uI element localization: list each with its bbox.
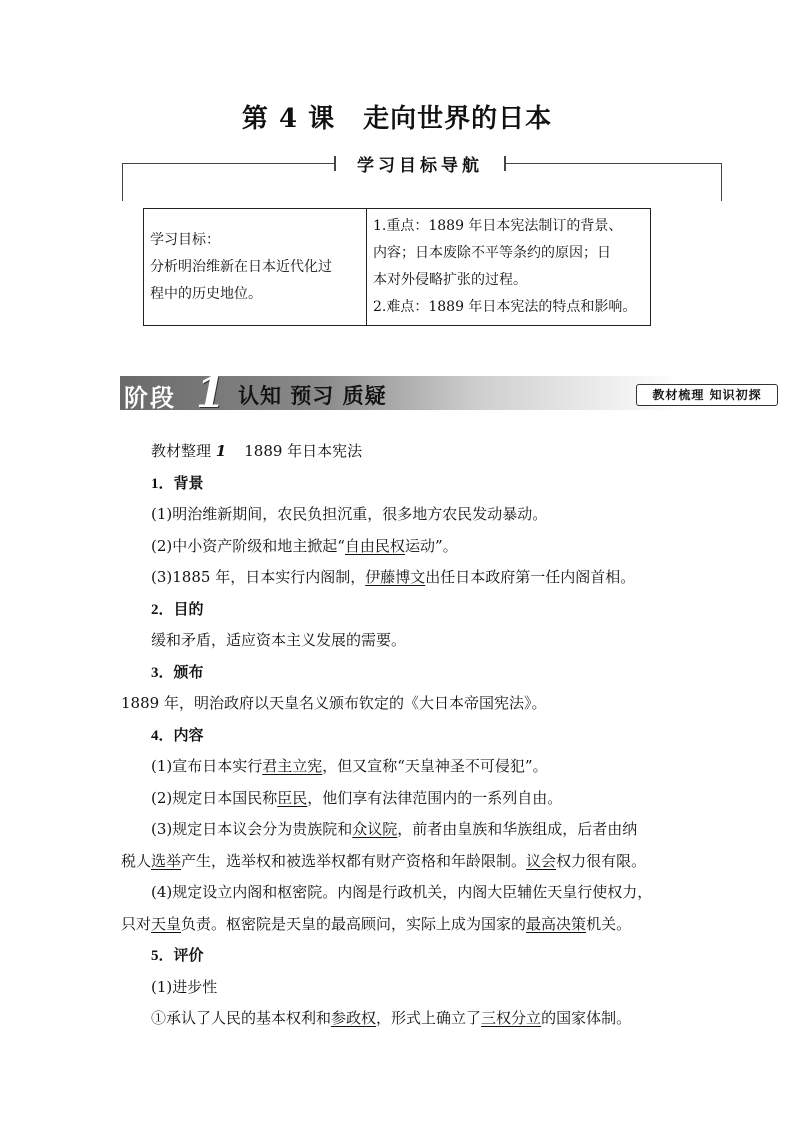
heading-number: 5． xyxy=(151,948,174,964)
heading-3 xyxy=(121,657,681,689)
goals-right-line: 1.重点：1889 年日本宪法制订的背景、 xyxy=(373,218,623,234)
nav-rule-right xyxy=(506,163,722,164)
nav-cap-left xyxy=(334,156,336,171)
nav-bracket-right xyxy=(721,163,722,201)
paragraph: (3)1885 年，日本实行内阁制，伊藤博文出任日本政府第一任内阁首相。 xyxy=(151,568,636,586)
paragraph: 只对天皇负责。枢密院是天皇的最高顾问，实际上成为国家的最高决策机关。 xyxy=(121,914,632,933)
paragraph: ①承认了人民的基本权利和参政权，形式上确立了三权分立的国家体制。 xyxy=(151,1009,632,1027)
nav-cap-right xyxy=(504,156,506,171)
paragraph: (1)明治维新期间，农民负担沉重，很多地方农民发动暴动。 xyxy=(151,505,548,523)
heading-number: 4． xyxy=(151,727,174,744)
heading-1 xyxy=(121,468,681,500)
section-label: 教材整理 xyxy=(151,442,212,460)
paragraph: (3)规定日本议会分为贵族院和众议院，前者由皇族和华族组成，后者由纳 xyxy=(151,820,638,838)
nav-bracket-left xyxy=(122,163,123,201)
lesson-number: 第 4 课 xyxy=(241,104,336,134)
section-title: 1889 年日本宪法 xyxy=(244,442,363,460)
goals-right-line: 内容；日本废除不平等条约的原因；日 xyxy=(373,245,611,261)
paragraph: 税人选举产生，选举权和被选举权都有财产资格和年龄限制。议会权力很有限。 xyxy=(121,851,647,870)
heading-text: 内容 xyxy=(173,725,204,744)
goals-left-cell xyxy=(144,209,367,326)
underlined-term: 伊藤博文 xyxy=(365,568,426,586)
paragraph: (2)规定日本国民称臣民，他们享有法律范围内的一系列自由。 xyxy=(151,788,563,807)
nav-label: 学习目标导航 xyxy=(357,156,483,176)
paragraph: (4)规定设立内阁和枢密院。内阁是行政机关，内阁大臣辅佐天皇行使权力， xyxy=(151,883,653,901)
underlined-term: 臣民 xyxy=(277,788,308,807)
lesson-body xyxy=(121,436,681,1035)
heading-text: 颁布 xyxy=(173,662,204,681)
heading-text: 背景 xyxy=(173,473,204,492)
goals-left-line: 程中的历史地位。 xyxy=(150,286,262,302)
goals-right-line: 2.难点：1889 年日本宪法的特点和影响。 xyxy=(373,299,637,315)
paragraph: 缓和矛盾，适应资本主义发展的需要。 xyxy=(151,631,407,649)
underlined-term: 三权分立 xyxy=(481,1009,542,1027)
goals-table xyxy=(143,208,651,326)
goals-left-line: 分析明治维新在日本近代化过 xyxy=(150,259,332,275)
underlined-term: 君主立宪 xyxy=(262,757,323,775)
heading-2 xyxy=(121,594,681,626)
heading-number: 2． xyxy=(151,601,174,618)
underlined-term: 选举 xyxy=(151,851,182,870)
heading-4 xyxy=(121,720,681,752)
heading-text: 评价 xyxy=(173,946,204,964)
underlined-term: 议会 xyxy=(526,851,557,870)
lesson-title xyxy=(0,98,794,135)
paragraph: (2)中小资产阶级和地主掀起“自由民权运动”。 xyxy=(151,536,458,555)
underlined-term: 自由民权 xyxy=(344,536,405,555)
stage-tag: 教材梳理 知识初探 xyxy=(636,384,778,406)
lesson-name: 走向世界的日本 xyxy=(363,104,553,134)
heading-number: 3． xyxy=(151,664,174,681)
stage-word: 阶段 xyxy=(124,384,176,412)
goals-heading: 学习目标： xyxy=(150,232,220,248)
stage-title: 认知 预习 质疑 xyxy=(238,383,387,408)
goals-right-line: 本对外侵略扩张的过程。 xyxy=(373,272,527,288)
underlined-term: 参政权 xyxy=(331,1009,377,1027)
paragraph: (1)宣布日本实行君主立宪，但又宣称“天皇神圣不可侵犯”。 xyxy=(151,757,548,775)
section-heading xyxy=(121,436,681,468)
heading-text: 目的 xyxy=(173,599,204,618)
underlined-term: 最高决策 xyxy=(526,914,587,933)
paragraph: (1)进步性 xyxy=(151,977,218,996)
paragraph: 1889 年，明治政府以天皇名义颁布钦定的《大日本帝国宪法》。 xyxy=(121,694,547,712)
heading-5 xyxy=(121,940,681,972)
stage-number: 1 xyxy=(196,368,226,417)
nav-rule-left xyxy=(122,163,334,164)
section-number: 1 xyxy=(215,442,227,460)
heading-number: 1． xyxy=(151,475,174,492)
underlined-term: 众议院 xyxy=(352,820,398,838)
goals-right-cell xyxy=(367,209,651,326)
underlined-term: 天皇 xyxy=(151,914,182,933)
